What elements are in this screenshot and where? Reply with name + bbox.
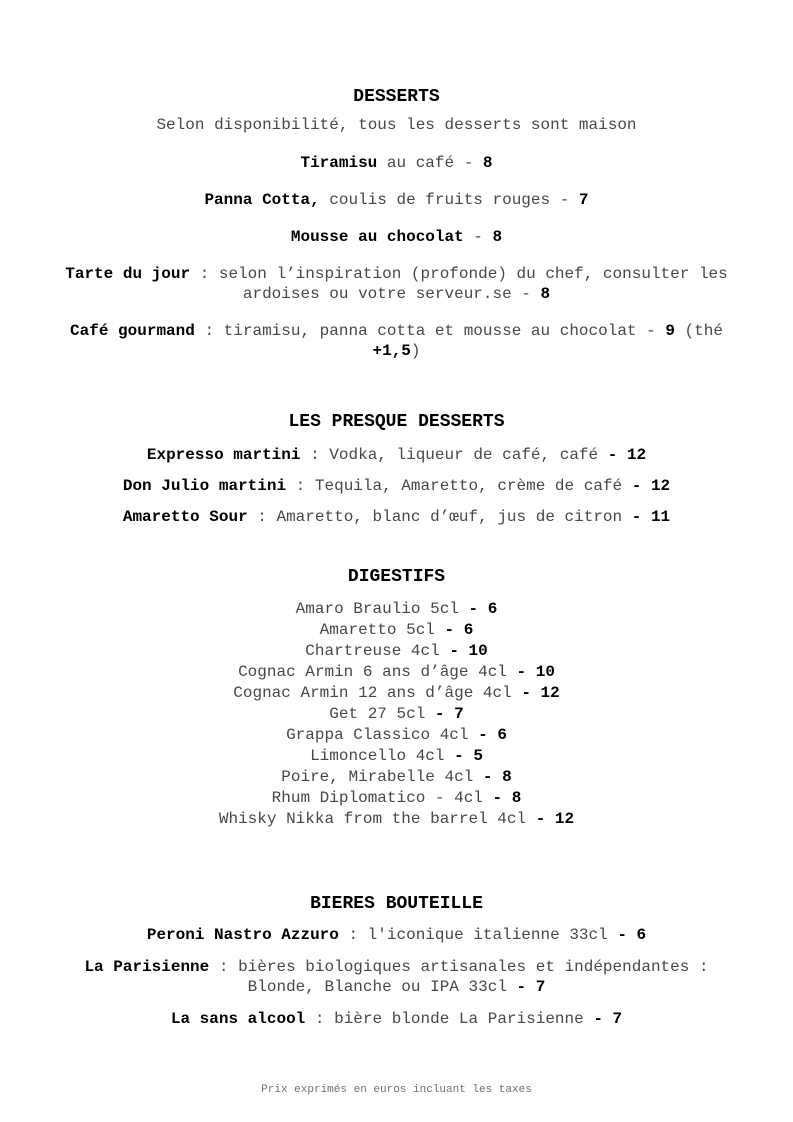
menu-item-text: : bières biologiques artisanales et indépendantes : Blonde, Blanche ou IPA 33cl [209,958,709,996]
menu-item-bold-text: - 12 [607,446,647,464]
menu-item-bold-text: - 10 [449,642,488,660]
menu-section-presque [47,411,747,527]
menu-item-bold-text: Don Julio martini [122,477,287,495]
menu-item-text: - [463,228,493,246]
menu-item-text: Cognac Armin 12 ans d’âge 4cl [233,684,522,702]
menu-item [47,725,747,745]
menu-item-text: coulis de fruits rouges - [319,191,579,209]
menu-item-bold-text: 9 [665,322,675,340]
menu-section-bieres [47,893,747,1029]
menu-section-desserts [47,86,747,361]
menu-item [47,683,747,703]
menu-item [47,620,747,640]
menu-item-bold-text: - 7 [593,1010,623,1028]
menu-item [47,599,747,619]
menu-item-bold-text: La Parisienne [84,958,210,976]
menu-item-bold-text: 8 [492,228,503,246]
menu-item [47,704,747,724]
section-title: DIGESTIFS [347,567,446,587]
menu-item [47,767,747,787]
menu-item-text: : tiramisu, panna cotta et mousse au chocolat - [194,322,666,340]
menu-item-bold-text: - 5 [454,747,483,765]
menu-item-bold-text: Panna Cotta, [204,191,320,209]
menu-item-bold-text: +1,5 [372,342,411,360]
menu-item-text: Poire, Mirabelle 4cl [281,768,483,786]
menu-item-text: Cognac Armin 6 ans d’âge 4cl [238,663,517,681]
menu-content [47,86,747,1097]
menu-item [47,746,747,766]
menu-item [47,788,747,808]
menu-item-bold-text: - 8 [492,789,522,807]
menu-item-bold-text: Tarte du jour [65,265,191,283]
section-title: DESSERTS [353,87,440,107]
menu-item-bold-text: - 11 [631,508,671,526]
section-items [47,445,747,527]
menu-item-bold-text: - 7 [516,978,546,996]
menu-item-bold-text: - 12 [535,810,575,828]
menu-item [47,957,747,997]
menu-item [47,925,747,945]
menu-item-bold-text: 8 [540,285,551,303]
menu-item-bold-text: - 6 [478,726,507,744]
menu-item-text: : bière blonde La Parisienne [305,1010,594,1028]
menu-item-text: Limoncello 4cl [310,747,455,765]
section-title: BIERES BOUTEILLE [310,894,483,914]
menu-item-bold-text: Peroni Nastro Azzuro [146,926,339,944]
menu-item [47,507,747,527]
menu-item [47,1009,747,1029]
menu-item-text: Amaretto 5cl [319,621,445,639]
menu-item-bold-text: 8 [482,154,493,172]
menu-item-text: Whisky Nikka from the barrel 4cl [218,810,536,828]
menu-item-bold-text: - 12 [521,684,560,702]
section-title: LES PRESQUE DESSERTS [288,412,505,432]
menu-item [47,264,747,304]
menu-item-bold-text: - 6 [468,600,498,618]
menu-item-text: Chartreuse 4cl [305,642,450,660]
footer-note: Prix exprimés en euros incluant les taxes [261,1084,532,1096]
menu-item-bold-text: - 7 [434,705,464,723]
menu-item-bold-text: - 12 [631,477,671,495]
menu-item [47,190,747,210]
menu-sections [47,86,747,1029]
menu-item-bold-text: - 10 [516,663,555,681]
section-items [47,925,747,1029]
menu-item [47,809,747,829]
menu-item-bold-text: - 6 [617,926,647,944]
menu-item-text: Get 27 5cl [329,705,435,723]
menu-item-text: Grappa Classico 4cl [286,726,479,744]
menu-section-digestifs [47,566,747,829]
menu-item [47,662,747,682]
menu-item-bold-text: 7 [578,191,589,209]
menu-item-bold-text: Expresso martini [146,446,301,464]
menu-item-text: Rhum Diplomatico - 4cl [271,789,493,807]
menu-item-text: : Tequila, Amaretto, crème de café [286,477,632,495]
section-items [47,153,747,361]
menu-item-text: : Amaretto, blanc d’œuf, jus de citron [247,508,632,526]
menu-item-bold-text: Café gourmand [70,322,195,340]
menu-item-text: : Vodka, liqueur de café, café [300,446,608,464]
menu-item-text: (thé [674,322,723,340]
menu-item [47,641,747,661]
section-subtitle: Selon disponibilité, tous les desserts sont maison [156,116,637,134]
menu-item [47,476,747,496]
menu-item-bold-text: - 6 [444,621,474,639]
menu-item-bold-text: - 8 [482,768,512,786]
menu-item-text: : l'iconique italienne 33cl [338,926,618,944]
menu-item-bold-text: Amaretto Sour [122,508,248,526]
menu-item-bold-text: La sans alcool [170,1010,306,1028]
menu-item-text: ) [410,342,421,360]
menu-item-text: au café - [377,154,483,172]
menu-item-text: : selon l’inspiration (profonde) du chef, consulter les ardoises ou votre serveur.se - [190,265,728,303]
menu-item [47,227,747,247]
menu-item-bold-text: Mousse au chocolat [290,228,464,246]
menu-item-bold-text: Tiramisu [300,154,378,172]
menu-item [47,321,747,361]
menu-item-text: Amaro Braulio 5cl [295,600,469,618]
section-items [47,599,747,829]
menu-item [47,445,747,465]
menu-item [47,153,747,173]
